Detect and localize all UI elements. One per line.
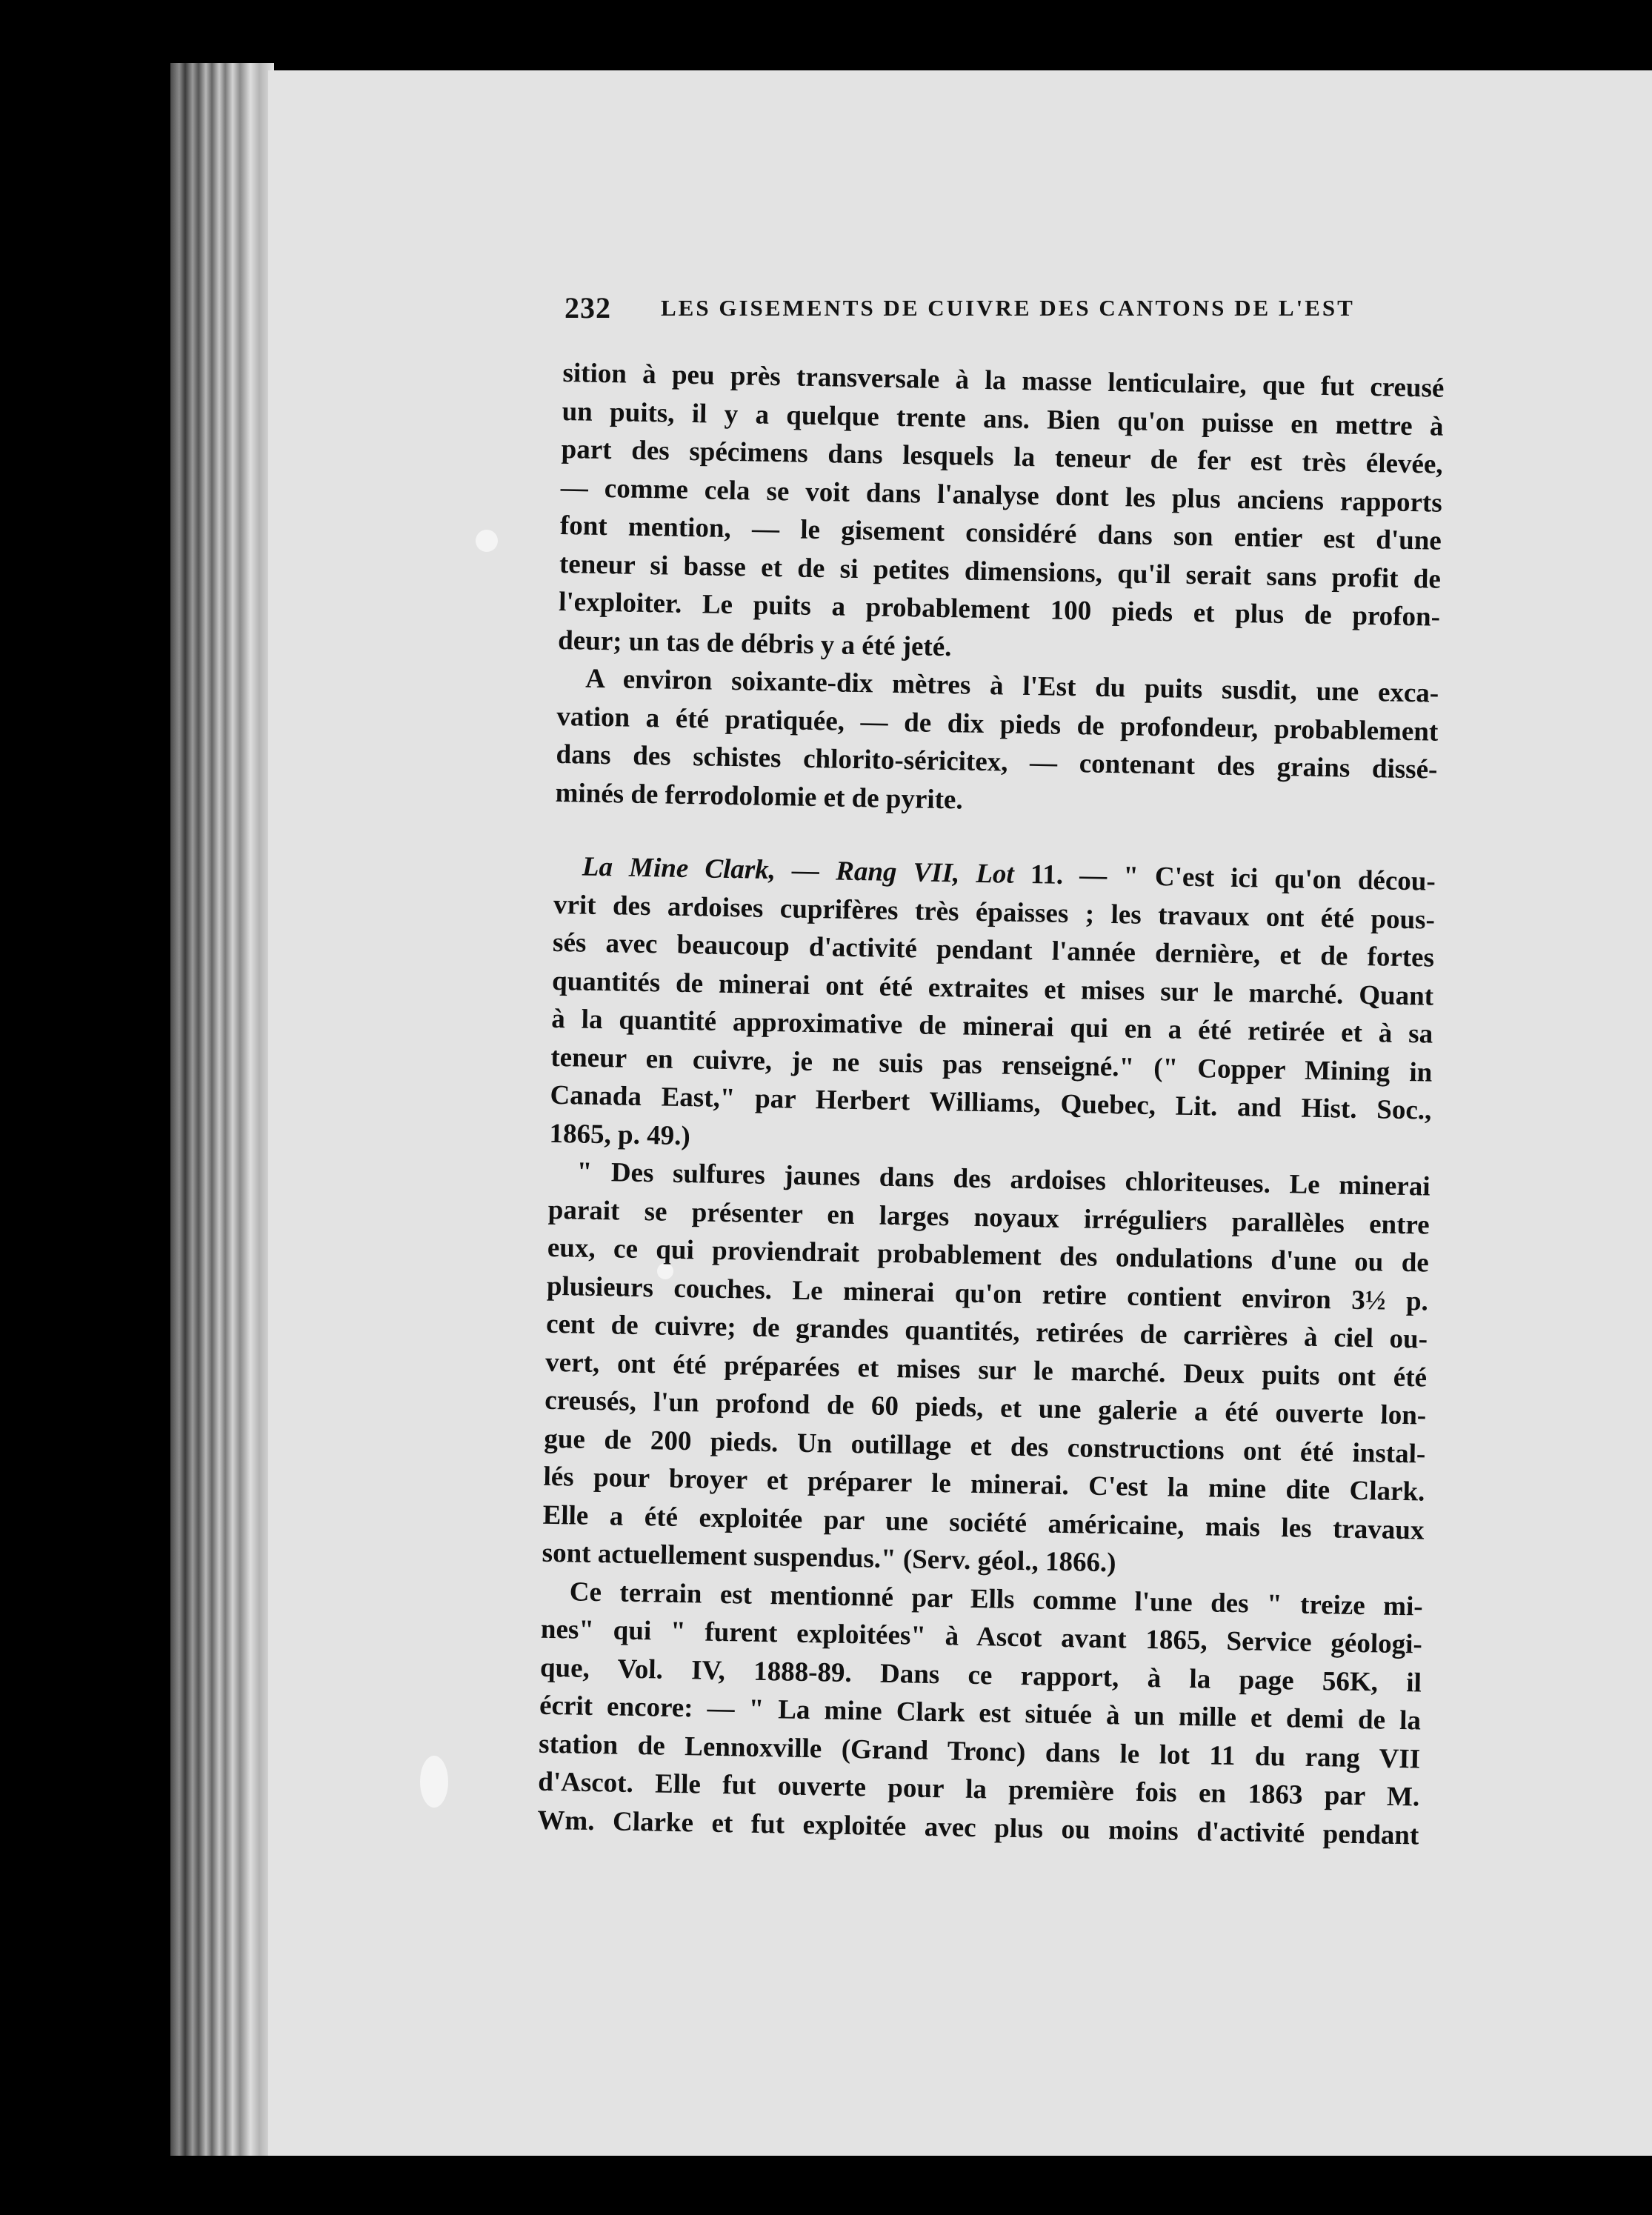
page-number: 232	[564, 291, 611, 324]
text-line: quantités de minerai ont été extraites et mises sur le marché. Quant	[551, 965, 1434, 1012]
text-line: minés de ferrodolomie et de pyrite.	[555, 777, 964, 816]
text-line: — comme cela se voit dans l'analyse dont les plus anciens rapports	[560, 472, 1443, 519]
text-line: sés avec beaucoup d'activité pendant l'année dernière, et de fortes	[552, 927, 1435, 973]
body-text	[537, 354, 1445, 1854]
scan-speck	[476, 530, 498, 552]
paragraph-mine-clark	[549, 847, 1436, 1168]
text-line: écrit encore: — " La mine Clark est située à un mille et demi de la	[539, 1690, 1422, 1736]
text-line: creusés, l'un profond de 60 pieds, et une galerie a été ouverte lon-	[544, 1385, 1427, 1431]
paragraph-1	[558, 354, 1445, 675]
text-line: dans des schistes chlorito-séricitex, — contenant des grains dissé-	[556, 739, 1438, 785]
text-line: sition à peu près transversale à la masse lenticulaire, que fut creusé	[562, 357, 1445, 404]
text-line: Elle a été exploitée par une société américaine, mais les travaux	[542, 1499, 1425, 1546]
running-header	[564, 290, 1394, 335]
text-line: sont actuellement suspendus." (Serv. géol., 1866.)	[542, 1537, 1116, 1579]
text-line: parait se présenter en larges noyaux irréguliers parallèles entre	[547, 1194, 1430, 1241]
text-fragment: 11. — " C'est ici qu'on décou-	[1013, 859, 1436, 897]
text-line: lés pour broyer et préparer le minerai. C'est la mine dite Clark.	[543, 1461, 1425, 1508]
text-line: A environ soixante-dix mètres à l'Est du puits susdit, une exca-	[585, 663, 1439, 709]
text-line: plusieurs couches. Le minerai qu'on retire contient environ 3½ p.	[546, 1270, 1429, 1317]
scan-speck	[420, 1756, 448, 1808]
text-line: eux, ce qui proviendrait probablement des ondulations d'une ou de	[547, 1232, 1430, 1279]
text-line: nes" qui " furent exploitées" à Ascot avant 1865, Service géologi-	[540, 1613, 1423, 1660]
section-heading: La Mine Clark, — Rang VII, Lot	[582, 851, 1015, 890]
text-line: deur; un tas de débris y a été jeté.	[557, 624, 952, 662]
text-line: vrit des ardoises cuprifères très épaisses ; les travaux ont été pous-	[553, 889, 1436, 936]
text-line: teneur en cuivre, je ne suis pas renseigné." (" Copper Mining in	[550, 1042, 1433, 1088]
text-line: que, Vol. IV, 1888-89. Dans ce rapport, à la page 56K, il	[539, 1652, 1422, 1698]
text-line: " Des sulfures jaunes dans des ardoises chloriteuses. Le minerai	[576, 1156, 1430, 1202]
text-line: gue de 200 pieds. Un outillage et des constructions ont été instal-	[544, 1423, 1426, 1470]
book-page-edges	[170, 63, 274, 2156]
text-line: d'Ascot. Elle fut ouverte pour la première fois en 1863 par M.	[538, 1766, 1420, 1813]
text-line: font mention, — le gisement considéré dans son entier est d'une	[559, 510, 1442, 556]
text-line: vation a été pratiquée, — de dix pieds de profondeur, probablement	[556, 701, 1439, 747]
paragraph-5	[537, 1572, 1423, 1854]
running-title: LES GISEMENTS DE CUIVRE DES CANTONS DE L'EST	[661, 295, 1355, 321]
text-line: Canada East," par Herbert Williams, Quebec, Lit. and Hist. Soc.,	[550, 1079, 1432, 1126]
text-line: à la quantité approximative de minerai qui en a été retirée et à sa	[550, 1003, 1433, 1050]
paragraph-2	[555, 659, 1439, 827]
text-line: station de Lennoxville (Grand Tronc) dans le lot 11 du rang VII	[538, 1728, 1421, 1774]
text-line: l'exploiter. Le puits a probablement 100 pieds et plus de profon-	[558, 586, 1441, 633]
text-line: cent de cuivre; de grandes quantités, retirées de carrières à ciel ou-	[545, 1308, 1428, 1355]
text-line: teneur si basse et de si petites dimensions, qu'il serait sans profit de	[559, 548, 1442, 595]
text-line: Wm. Clarke et fut exploitée avec plus ou moins d'activité pendant	[537, 1805, 1419, 1851]
text-line: un puits, il y a quelque trente ans. Bien qu'on puisse en mettre à	[562, 396, 1444, 442]
text-line: Ce terrain est mentionné par Ells comme l'une des " treize mi-	[569, 1576, 1424, 1622]
paragraph-4	[542, 1153, 1430, 1588]
text-line: 1865, p. 49.)	[549, 1118, 691, 1151]
text-line: vert, ont été préparées et mises sur le marché. Deux puits ont été	[544, 1347, 1428, 1393]
text-line: part des spécimens dans lesquels la teneur de fer est très élevée,	[561, 433, 1443, 480]
